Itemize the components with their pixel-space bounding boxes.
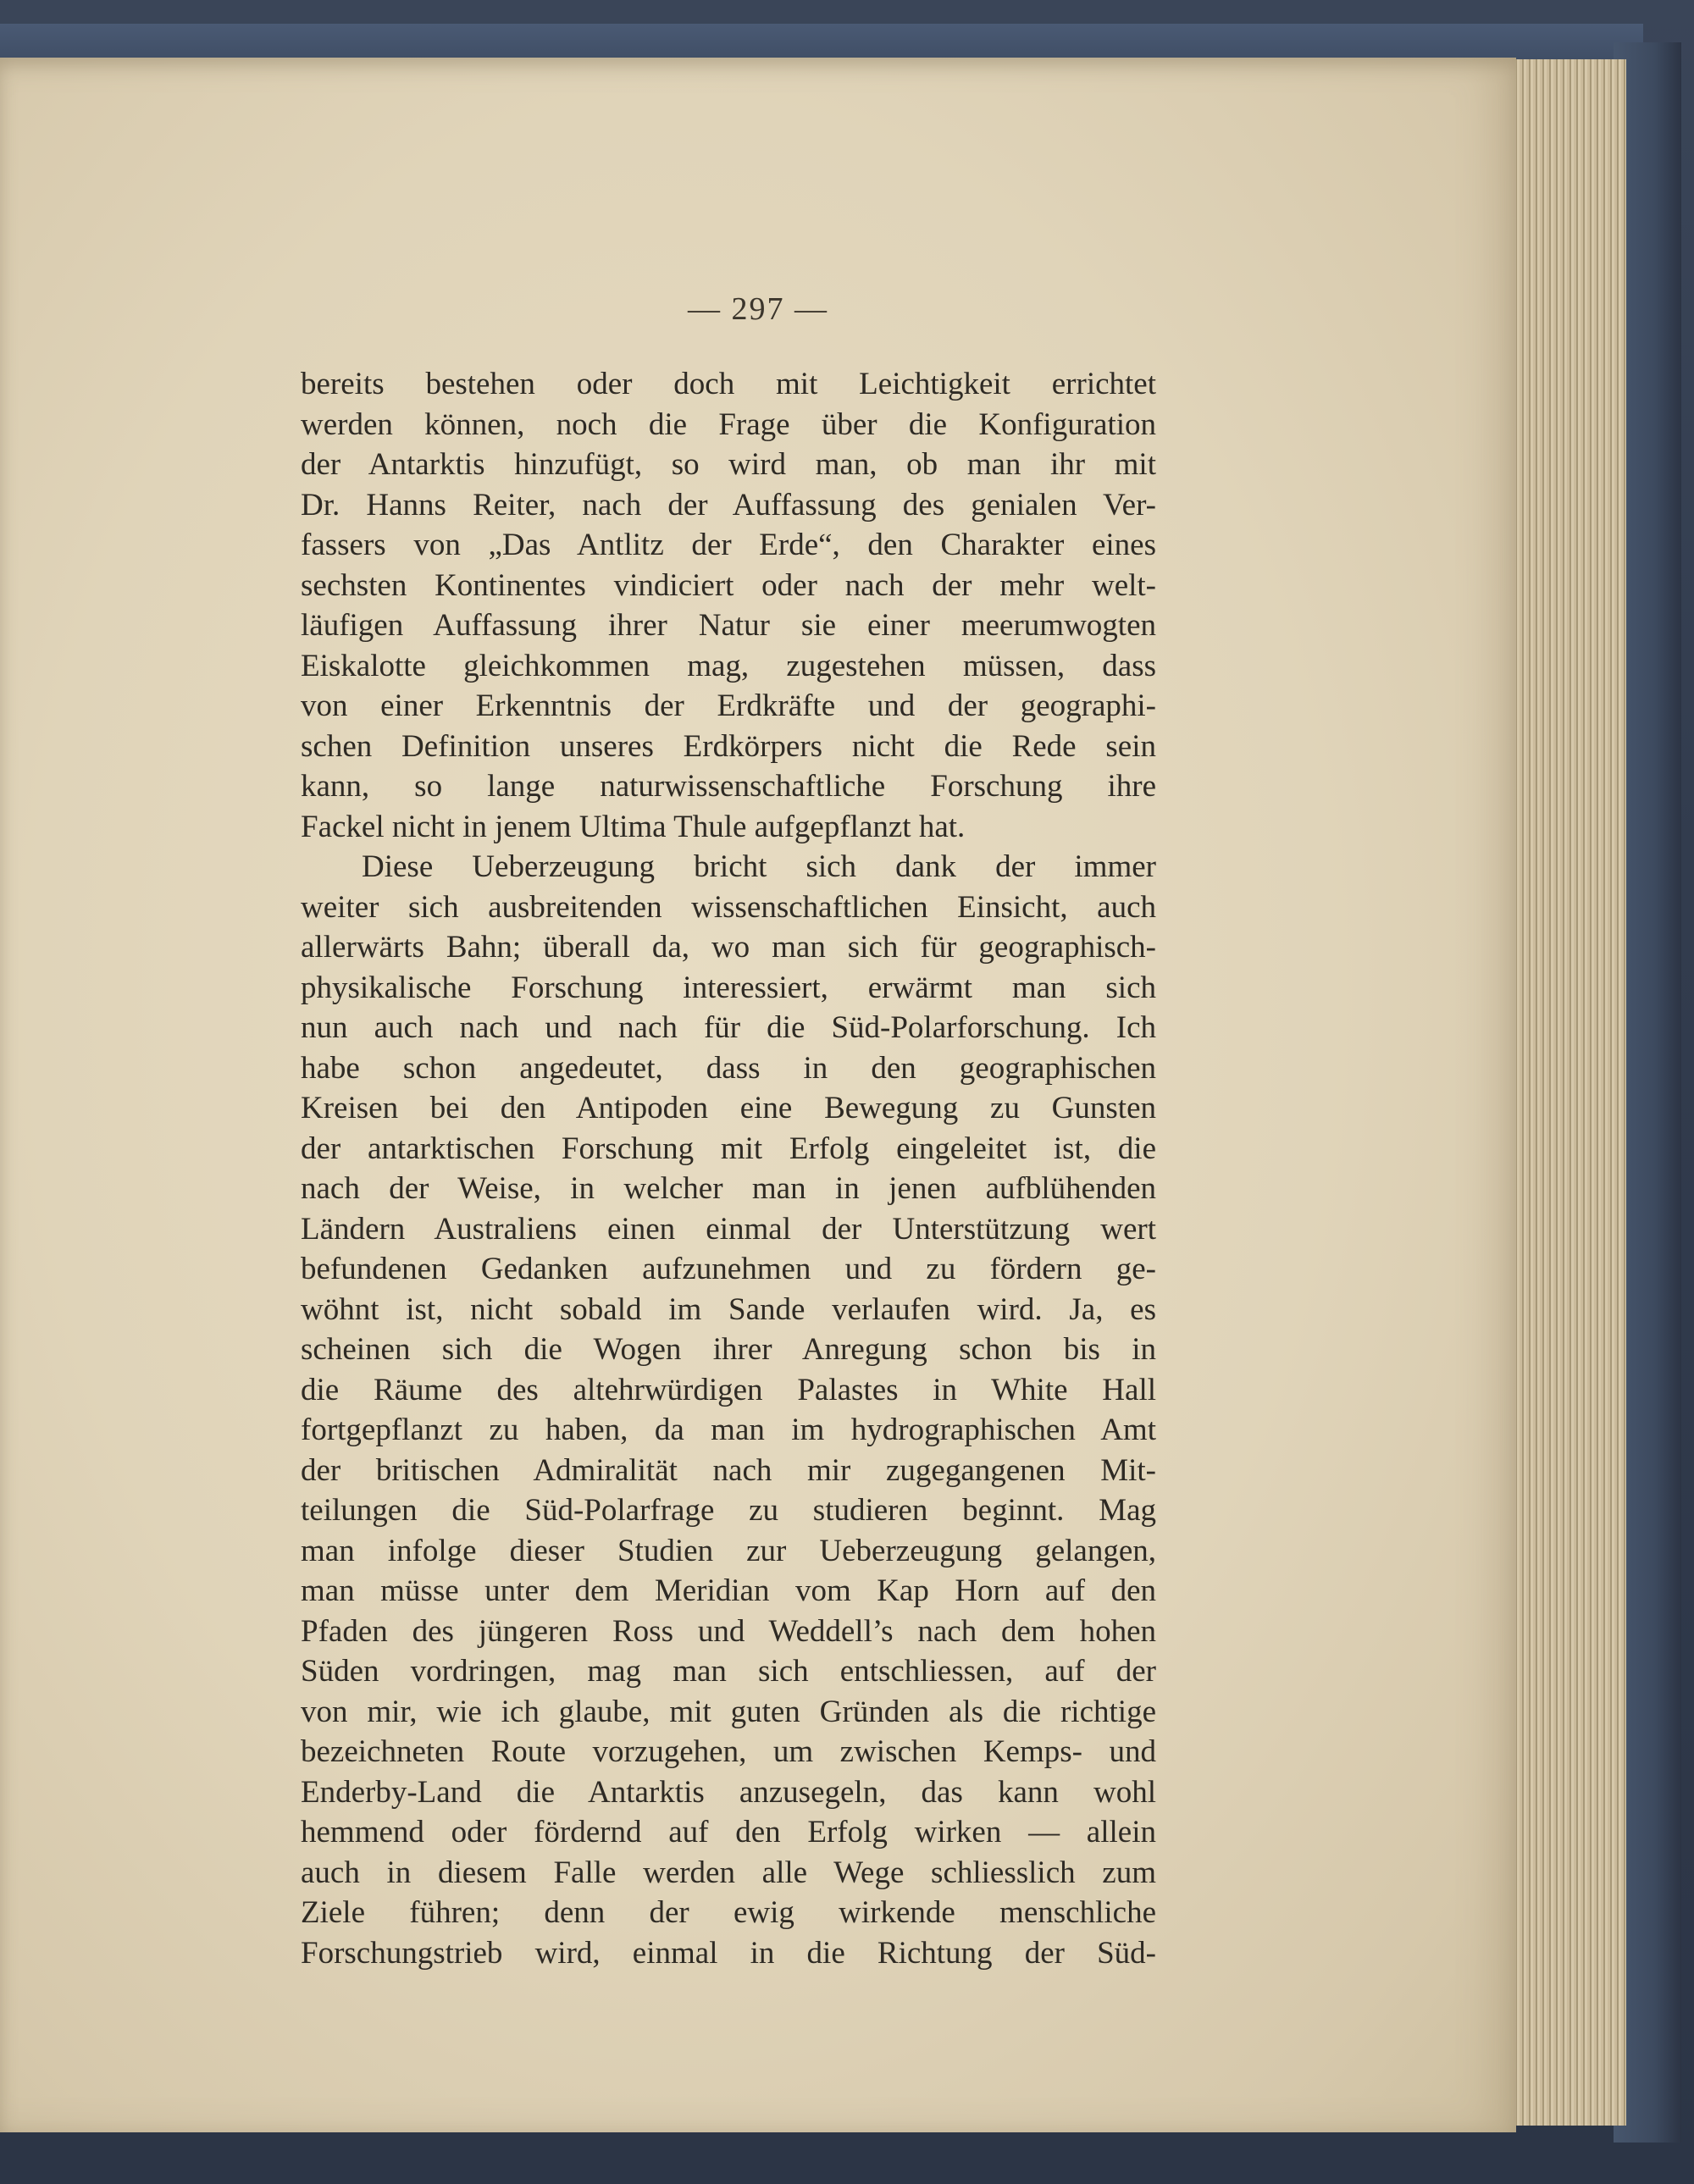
text-line: befundenen Gedanken aufzunehmen und zu fördern ge-	[301, 1252, 1156, 1286]
text-line: läufigen Auffassung ihrer Natur sie einer meerumwogten	[301, 608, 1156, 643]
text-line: fortgepflanzt zu haben, da man im hydrographischen Amt	[301, 1413, 1156, 1447]
text-line: von mir, wie ich glaube, mit guten Gründen als die richtige	[301, 1694, 1156, 1729]
text-line: der antarktischen Forschung mit Erfolg eingeleitet ist, die	[301, 1131, 1156, 1166]
text-line: Kreisen bei den Antipoden eine Bewegung zu Gunsten	[301, 1091, 1156, 1125]
text-line: Ziele führen; denn der ewig wirkende menschliche	[301, 1895, 1156, 1930]
text-line: Enderby-Land die Antarktis anzusegeln, das kann wohl	[301, 1774, 1156, 1810]
text-line: schen Definition unseres Erdkörpers nicht die Rede sein	[301, 728, 1156, 764]
body-text	[301, 364, 1156, 1973]
text-line: werden können, noch die Frage über die Konfiguration	[301, 406, 1156, 442]
text-line: die Räume des altehrwürdigen Palastes in White Hall	[301, 1372, 1156, 1407]
text-line: nach der Weise, in welcher man in jenen aufblühenden	[301, 1171, 1156, 1206]
text-line: fassers von „Das Antlitz der Erde“, den Charakter eines	[301, 528, 1156, 562]
text-line: man infolge dieser Studien zur Ueberzeugung gelangen,	[301, 1533, 1156, 1568]
text-line: weiter sich ausbreitenden wissenschaftlichen Einsicht, auch	[301, 889, 1156, 925]
text-line: habe schon angedeutet, dass in den geographischen	[301, 1050, 1156, 1086]
text-line: bereits bestehen oder doch mit Leichtigkeit errichtet	[301, 367, 1156, 401]
text-line: kann, so lange naturwissenschaftliche Forschung ihre	[301, 769, 1156, 804]
paragraph-2	[301, 847, 1156, 1973]
text-line: scheinen sich die Wogen ihrer Anregung schon bis in	[301, 1332, 1156, 1367]
text-line: physikalische Forschung interessiert, erwärmt man sich	[301, 970, 1156, 1005]
text-line: allerwärts Bahn; überall da, wo man sich für geographisch-	[301, 930, 1156, 965]
text-line: Dr. Hanns Reiter, nach der Auffassung des genialen Ver-	[301, 487, 1156, 523]
text-line: Eiskalotte gleichkommen mag, zugestehen müssen, dass	[301, 648, 1156, 683]
text-line: hemmend oder fördernd auf den Erfolg wirken — allein	[301, 1815, 1156, 1849]
page-stack-edges	[1499, 59, 1626, 2126]
text-line: wöhnt ist, nicht sobald im Sande verlaufen wird. Ja, es	[301, 1291, 1156, 1327]
text-line: Ländern Australiens einen einmal der Unterstützung wert	[301, 1211, 1156, 1247]
paragraph-1	[301, 364, 1156, 847]
text-line: nun auch nach und nach für die Süd-Polarforschung. Ich	[301, 1010, 1156, 1045]
text-line: der britischen Admiralität nach mir zugegangenen Mit-	[301, 1452, 1156, 1488]
text-line: Süden vordringen, mag man sich entschliessen, auf der	[301, 1654, 1156, 1689]
text-line: Fackel nicht in jenem Ultima Thule aufgepflanzt hat.	[301, 809, 966, 844]
text-line: Pfaden des jüngeren Ross und Weddell’s nach dem hohen	[301, 1613, 1156, 1649]
text-line: bezeichneten Route vorzugehen, um zwischen Kemps- und	[301, 1734, 1156, 1769]
text-line: der Antarktis hinzufügt, so wird man, ob man ihr mit	[301, 447, 1156, 482]
text-line: auch in diesem Falle werden alle Wege schliesslich zum	[301, 1855, 1156, 1890]
text-line: man müsse unter dem Meridian vom Kap Horn auf den	[301, 1573, 1156, 1608]
text-line: von einer Erkenntnis der Erdkräfte und der geographi-	[301, 688, 1156, 723]
text-line: Diese Ueberzeugung bricht sich dank der immer	[362, 849, 1156, 884]
text-line: Forschungstrieb wird, einmal in die Richtung der Süd-	[301, 1935, 1156, 1971]
text-line: sechsten Kontinentes vindiciert oder nach der mehr welt-	[301, 567, 1156, 603]
text-line: teilungen die Süd-Polarfrage zu studieren beginnt. Mag	[301, 1493, 1156, 1528]
book-page	[0, 58, 1516, 2132]
page-number: — 297 —	[688, 291, 828, 327]
